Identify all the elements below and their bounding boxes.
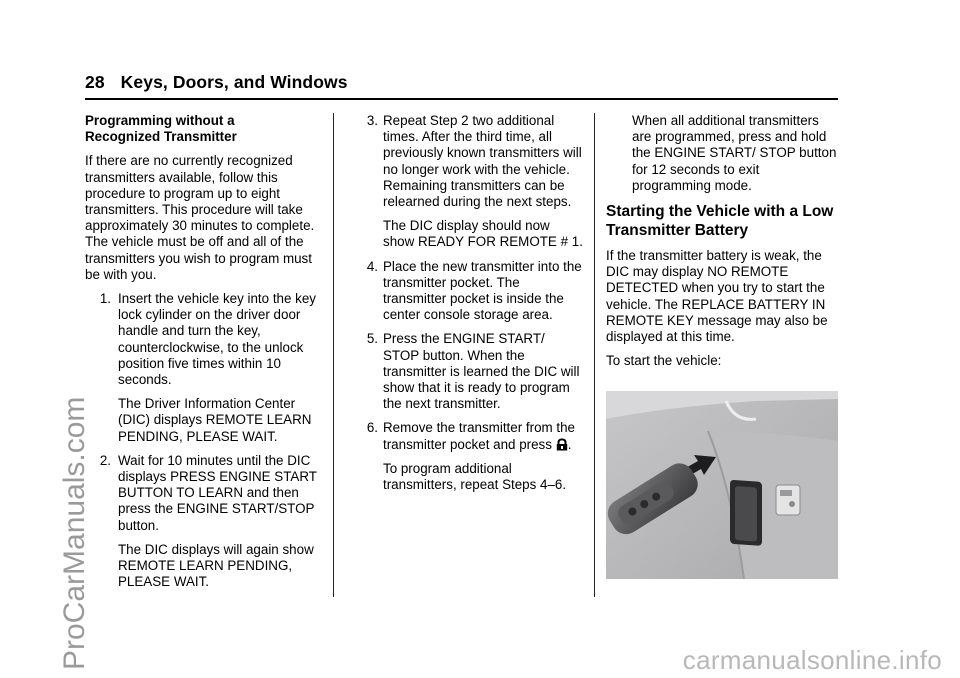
step-4 <box>350 259 583 324</box>
step-text: Press the ENGINE START/ STOP button. When the transmitter is learned the DIC will show that it is ready to program the next transmitter. <box>383 331 580 412</box>
column-1 <box>85 113 321 598</box>
continuation-paragraph: When all additional transmitters are programmed, press and hold the ENGINE START/ STOP button for 12 seconds to exit programming mode. <box>632 113 837 193</box>
step-number: 2. <box>99 452 111 468</box>
step-number: 3. <box>366 113 378 128</box>
step-number: 6. <box>366 420 378 436</box>
page-number: 28 <box>85 72 105 92</box>
heading-line-1: Programming without a <box>85 113 235 128</box>
step-6-period: . <box>567 436 572 452</box>
intro-paragraph: If there are no currently recognized transmitters available, follow this procedure to program up to eight transmitters. This procedure will take approximately 30 minutes to complete. The vehicle must be off and all of the transmitters you wish to program must be with you. <box>85 153 315 282</box>
side-watermark: ProCarManuals.com <box>58 396 91 670</box>
column-divider-2 <box>594 113 595 597</box>
step-number: 4. <box>366 258 378 274</box>
step-number: 5. <box>366 331 378 347</box>
step-2 <box>85 453 321 534</box>
column-divider-1 <box>333 113 334 597</box>
step-1-note: The Driver Information Center (DIC) displays REMOTE LEARN PENDING, PLEASE WAIT. <box>118 396 312 444</box>
page-header <box>85 72 348 93</box>
step-text: Repeat Step 2 two additional times. After the third time, all previously known transmitters will no longer work with the vehicle. Remaining transmitters can be relearned during the next steps. <box>383 113 582 210</box>
column-3 <box>606 113 841 377</box>
section-paragraph-1: If the transmitter battery is weak, the DIC may display NO REMOTE DETECTED when you try to start the vehicle. The REPLACE BATTERY IN REMOTE KEY message may also be displayed at this time. <box>606 248 828 345</box>
heading-line-2: Recognized Transmitter <box>85 129 237 145</box>
transmitter-pocket-illustration <box>606 391 838 579</box>
bottom-watermark: carmanualsonline.info <box>682 645 942 675</box>
step-text: Remove the transmitter from the transmitter pocket and press <box>383 420 576 452</box>
step-2-note: The DIC displays will again show REMOTE LEARN PENDING, PLEASE WAIT. <box>118 541 314 590</box>
step-text: Wait for 10 minutes until the DIC displays PRESS ENGINE START BUTTON TO LEARN and then press the ENGINE START/STOP button. <box>118 452 317 533</box>
section-paragraph-2: To start the vehicle: <box>606 353 722 369</box>
step-3 <box>350 113 583 210</box>
step-5 <box>350 331 583 412</box>
section-title: Starting the Vehicle with a Low Transmitter Battery <box>606 203 834 240</box>
page-title: Keys, Doors, and Windows <box>120 72 348 92</box>
step-number: 1. <box>99 291 111 307</box>
column-2 <box>350 113 583 501</box>
header-rule <box>85 98 838 100</box>
step-text: Insert the vehicle key into the key lock cylinder on the driver door handle and turn the key, counterclockwise, to the unlock position five times within 10 seconds. <box>118 291 316 388</box>
step-text: Place the new transmitter into the transmitter pocket. The transmitter pocket is inside the center console storage area. <box>383 258 582 323</box>
step-6-note: To program additional transmitters, repeat Steps 4–6. <box>383 460 567 493</box>
step-6 <box>350 420 583 452</box>
subsection-heading <box>85 113 321 145</box>
unlock-key-icon <box>556 438 568 451</box>
step-1 <box>85 291 321 388</box>
step-3-note: The DIC display should now show READY FOR REMOTE # 1. <box>383 218 583 250</box>
